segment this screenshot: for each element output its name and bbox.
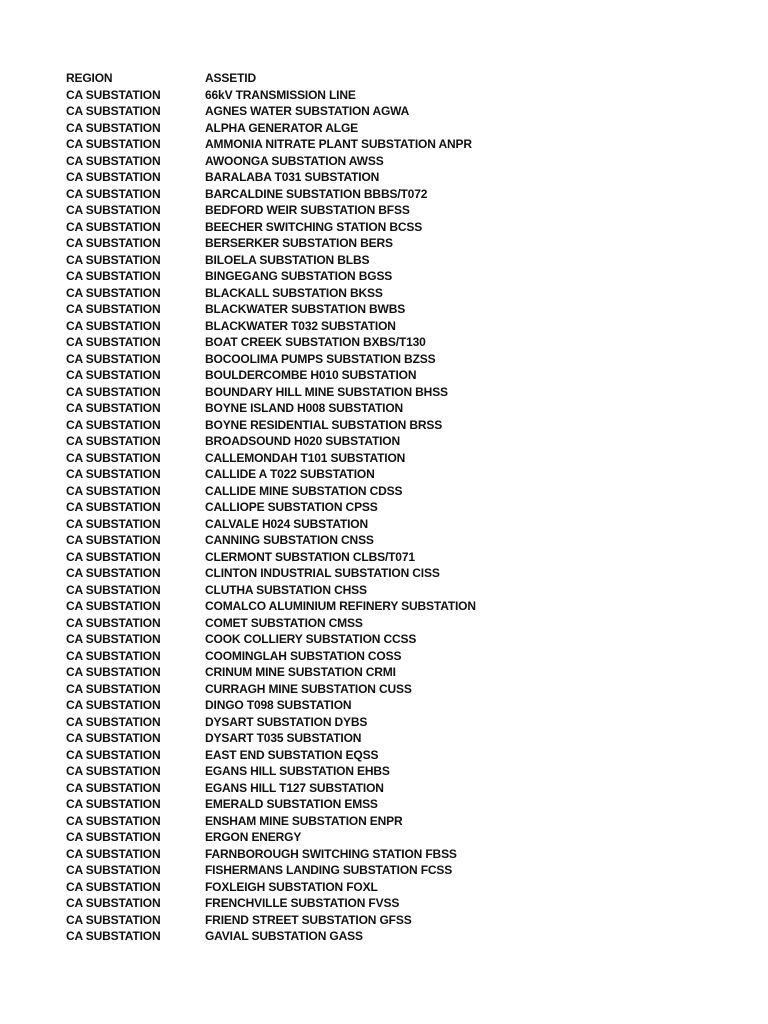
region-cell: CA SUBSTATION bbox=[66, 632, 161, 646]
table-row bbox=[66, 417, 746, 434]
region-cell: CA SUBSTATION bbox=[66, 137, 161, 151]
assetid-cell: AWOONGA SUBSTATION AWSS bbox=[205, 153, 384, 168]
assetid-cell: BARCALDINE SUBSTATION BBBS/T072 bbox=[205, 186, 428, 201]
table-row bbox=[66, 895, 746, 912]
table-row bbox=[66, 120, 746, 137]
table-row bbox=[66, 87, 746, 104]
table-row bbox=[66, 631, 746, 648]
assetid-cell: ENSHAM MINE SUBSTATION ENPR bbox=[205, 813, 403, 828]
region-cell: CA SUBSTATION bbox=[66, 104, 161, 118]
region-cell: CA SUBSTATION bbox=[66, 351, 161, 366]
table-row bbox=[66, 516, 746, 533]
region-cell: CA SUBSTATION bbox=[66, 615, 161, 630]
table-row bbox=[66, 648, 746, 665]
table-row bbox=[66, 169, 746, 186]
table-row bbox=[66, 829, 746, 846]
region-cell: CA SUBSTATION bbox=[66, 203, 161, 217]
region-cell: CA SUBSTATION bbox=[66, 269, 161, 283]
region-column-header: REGION bbox=[66, 71, 113, 85]
assetid-cell: BLACKALL SUBSTATION BKSS bbox=[205, 285, 383, 300]
region-cell: CA SUBSTATION bbox=[66, 797, 161, 811]
assetid-cell: ERGON ENERGY bbox=[205, 830, 302, 844]
table-row bbox=[66, 219, 746, 236]
table-row bbox=[66, 928, 746, 945]
assetid-cell: COOK COLLIERY SUBSTATION CCSS bbox=[205, 632, 417, 646]
table-row bbox=[66, 763, 746, 780]
table-row bbox=[66, 483, 746, 500]
region-cell: CA SUBSTATION bbox=[66, 813, 161, 828]
table-row bbox=[66, 912, 746, 929]
region-cell: CA SUBSTATION bbox=[66, 681, 161, 696]
region-cell: CA SUBSTATION bbox=[66, 318, 161, 333]
table-row bbox=[66, 499, 746, 516]
table-row bbox=[66, 598, 746, 615]
assetid-cell: CLUTHA SUBSTATION CHSS bbox=[205, 582, 367, 597]
table-row bbox=[66, 813, 746, 830]
region-cell: CA SUBSTATION bbox=[66, 170, 161, 184]
assetid-cell: BERSERKER SUBSTATION BERS bbox=[205, 236, 393, 250]
assetid-cell: EGANS HILL SUBSTATION EHBS bbox=[205, 764, 390, 778]
region-cell: CA SUBSTATION bbox=[66, 846, 161, 861]
table-header-row bbox=[66, 70, 746, 87]
region-cell: CA SUBSTATION bbox=[66, 747, 161, 762]
assetid-cell: EMERALD SUBSTATION EMSS bbox=[205, 797, 378, 811]
region-cell: CA SUBSTATION bbox=[66, 384, 161, 399]
assetid-cell: CLINTON INDUSTRIAL SUBSTATION CISS bbox=[205, 566, 440, 580]
region-cell: CA SUBSTATION bbox=[66, 434, 161, 448]
table-row bbox=[66, 235, 746, 252]
assetid-cell: CALVALE H024 SUBSTATION bbox=[205, 516, 369, 531]
assetid-cell: BROADSOUND H020 SUBSTATION bbox=[205, 434, 401, 448]
table-row bbox=[66, 796, 746, 813]
region-cell: CA SUBSTATION bbox=[66, 549, 161, 564]
assetid-cell: BARALABA T031 SUBSTATION bbox=[205, 170, 380, 184]
region-cell: CA SUBSTATION bbox=[66, 252, 161, 267]
region-cell: CA SUBSTATION bbox=[66, 500, 161, 514]
assetid-cell: AGNES WATER SUBSTATION AGWA bbox=[205, 104, 410, 118]
region-cell: CA SUBSTATION bbox=[66, 285, 161, 300]
table-row bbox=[66, 730, 746, 747]
table-row bbox=[66, 334, 746, 351]
region-cell: CA SUBSTATION bbox=[66, 153, 161, 168]
assetid-cell: FISHERMANS LANDING SUBSTATION FCSS bbox=[205, 863, 453, 877]
table-row bbox=[66, 615, 746, 632]
assetid-cell: CLERMONT SUBSTATION CLBS/T071 bbox=[205, 549, 415, 564]
table-row bbox=[66, 466, 746, 483]
table-row bbox=[66, 285, 746, 302]
assetid-cell: CANNING SUBSTATION CNSS bbox=[205, 533, 374, 547]
table-row bbox=[66, 565, 746, 582]
region-cell: CA SUBSTATION bbox=[66, 566, 161, 580]
table-row bbox=[66, 400, 746, 417]
assetid-cell: ALPHA GENERATOR ALGE bbox=[205, 120, 359, 135]
table-row bbox=[66, 351, 746, 368]
assetid-cell: DINGO T098 SUBSTATION bbox=[205, 698, 352, 712]
region-cell: CA SUBSTATION bbox=[66, 912, 161, 927]
region-cell: CA SUBSTATION bbox=[66, 714, 161, 729]
region-cell: CA SUBSTATION bbox=[66, 582, 161, 597]
table-row bbox=[66, 103, 746, 120]
table-row bbox=[66, 697, 746, 714]
assetid-cell: BOYNE RESIDENTIAL SUBSTATION BRSS bbox=[205, 417, 443, 432]
region-cell: CA SUBSTATION bbox=[66, 879, 161, 894]
table-row bbox=[66, 681, 746, 698]
region-cell: CA SUBSTATION bbox=[66, 450, 161, 465]
region-cell: CA SUBSTATION bbox=[66, 417, 161, 432]
table-row bbox=[66, 532, 746, 549]
table-row bbox=[66, 846, 746, 863]
table-row bbox=[66, 252, 746, 269]
assetid-cell: CALLIDE A T022 SUBSTATION bbox=[205, 467, 375, 481]
region-cell: CA SUBSTATION bbox=[66, 302, 161, 316]
assetid-cell: EGANS HILL T127 SUBSTATION bbox=[205, 780, 384, 795]
table-row bbox=[66, 318, 746, 335]
assetid-cell: BOCOOLIMA PUMPS SUBSTATION BZSS bbox=[205, 351, 436, 366]
table-row bbox=[66, 301, 746, 318]
assetid-cell: BOAT CREEK SUBSTATION BXBS/T130 bbox=[205, 335, 426, 349]
table-row bbox=[66, 780, 746, 797]
region-cell: CA SUBSTATION bbox=[66, 87, 161, 102]
assetid-cell: BOUNDARY HILL MINE SUBSTATION BHSS bbox=[205, 384, 448, 399]
region-cell: CA SUBSTATION bbox=[66, 929, 161, 943]
region-cell: CA SUBSTATION bbox=[66, 467, 161, 481]
region-cell: CA SUBSTATION bbox=[66, 120, 161, 135]
assetid-column-header: ASSETID bbox=[205, 71, 256, 85]
table-row bbox=[66, 367, 746, 384]
region-cell: CA SUBSTATION bbox=[66, 186, 161, 201]
table-row bbox=[66, 384, 746, 401]
region-cell: CA SUBSTATION bbox=[66, 780, 161, 795]
region-cell: CA SUBSTATION bbox=[66, 401, 161, 415]
assetid-cell: CALLIDE MINE SUBSTATION CDSS bbox=[205, 483, 403, 498]
assetid-cell: DYSART SUBSTATION DYBS bbox=[205, 714, 368, 729]
assetid-cell: COMALCO ALUMINIUM REFINERY SUBSTATION bbox=[205, 599, 476, 613]
assetid-cell: BEDFORD WEIR SUBSTATION BFSS bbox=[205, 203, 410, 217]
table-row bbox=[66, 879, 746, 896]
assetid-cell: CALLIOPE SUBSTATION CPSS bbox=[205, 500, 378, 514]
assetid-cell: BLACKWATER T032 SUBSTATION bbox=[205, 318, 396, 333]
asset-table bbox=[66, 70, 746, 945]
region-cell: CA SUBSTATION bbox=[66, 368, 161, 382]
assetid-cell: FRENCHVILLE SUBSTATION FVSS bbox=[205, 896, 400, 910]
region-cell: CA SUBSTATION bbox=[66, 236, 161, 250]
assetid-cell: BEECHER SWITCHING STATION BCSS bbox=[205, 219, 423, 234]
assetid-cell: COMET SUBSTATION CMSS bbox=[205, 615, 363, 630]
region-cell: CA SUBSTATION bbox=[66, 830, 161, 844]
region-cell: CA SUBSTATION bbox=[66, 335, 161, 349]
assetid-cell: BOULDERCOMBE H010 SUBSTATION bbox=[205, 368, 417, 382]
assetid-cell: BOYNE ISLAND H008 SUBSTATION bbox=[205, 401, 404, 415]
assetid-cell: EAST END SUBSTATION EQSS bbox=[205, 747, 379, 762]
region-cell: CA SUBSTATION bbox=[66, 731, 161, 745]
assetid-cell: CURRAGH MINE SUBSTATION CUSS bbox=[205, 681, 412, 696]
assetid-cell: BLACKWATER SUBSTATION BWBS bbox=[205, 302, 406, 316]
table-row bbox=[66, 186, 746, 203]
table-row bbox=[66, 714, 746, 731]
region-cell: CA SUBSTATION bbox=[66, 863, 161, 877]
assetid-cell: FARNBOROUGH SWITCHING STATION FBSS bbox=[205, 846, 457, 861]
assetid-cell: CRINUM MINE SUBSTATION CRMI bbox=[205, 665, 396, 679]
table-row bbox=[66, 549, 746, 566]
table-body bbox=[66, 87, 746, 945]
assetid-cell: BINGEGANG SUBSTATION BGSS bbox=[205, 269, 393, 283]
table-row bbox=[66, 153, 746, 170]
region-cell: CA SUBSTATION bbox=[66, 599, 161, 613]
table-row bbox=[66, 136, 746, 153]
assetid-cell: CALLEMONDAH T101 SUBSTATION bbox=[205, 450, 406, 465]
region-cell: CA SUBSTATION bbox=[66, 483, 161, 498]
assetid-cell: GAVIAL SUBSTATION GASS bbox=[205, 929, 363, 943]
table-row bbox=[66, 433, 746, 450]
region-cell: CA SUBSTATION bbox=[66, 533, 161, 547]
table-row bbox=[66, 664, 746, 681]
table-row bbox=[66, 747, 746, 764]
region-cell: CA SUBSTATION bbox=[66, 648, 161, 663]
region-cell: CA SUBSTATION bbox=[66, 665, 161, 679]
region-cell: CA SUBSTATION bbox=[66, 219, 161, 234]
assetid-cell: BILOELA SUBSTATION BLBS bbox=[205, 252, 370, 267]
table-row bbox=[66, 582, 746, 599]
table-row bbox=[66, 450, 746, 467]
region-cell: CA SUBSTATION bbox=[66, 764, 161, 778]
table-row bbox=[66, 202, 746, 219]
assetid-cell: AMMONIA NITRATE PLANT SUBSTATION ANPR bbox=[205, 137, 472, 151]
table-row bbox=[66, 862, 746, 879]
assetid-cell: DYSART T035 SUBSTATION bbox=[205, 731, 362, 745]
assetid-cell: FOXLEIGH SUBSTATION FOXL bbox=[205, 879, 378, 894]
table-row bbox=[66, 268, 746, 285]
region-cell: CA SUBSTATION bbox=[66, 698, 161, 712]
assetid-cell: FRIEND STREET SUBSTATION GFSS bbox=[205, 912, 412, 927]
region-cell: CA SUBSTATION bbox=[66, 516, 161, 531]
assetid-cell: COOMINGLAH SUBSTATION COSS bbox=[205, 648, 402, 663]
region-cell: CA SUBSTATION bbox=[66, 896, 161, 910]
assetid-cell: 66kV TRANSMISSION LINE bbox=[205, 87, 356, 102]
